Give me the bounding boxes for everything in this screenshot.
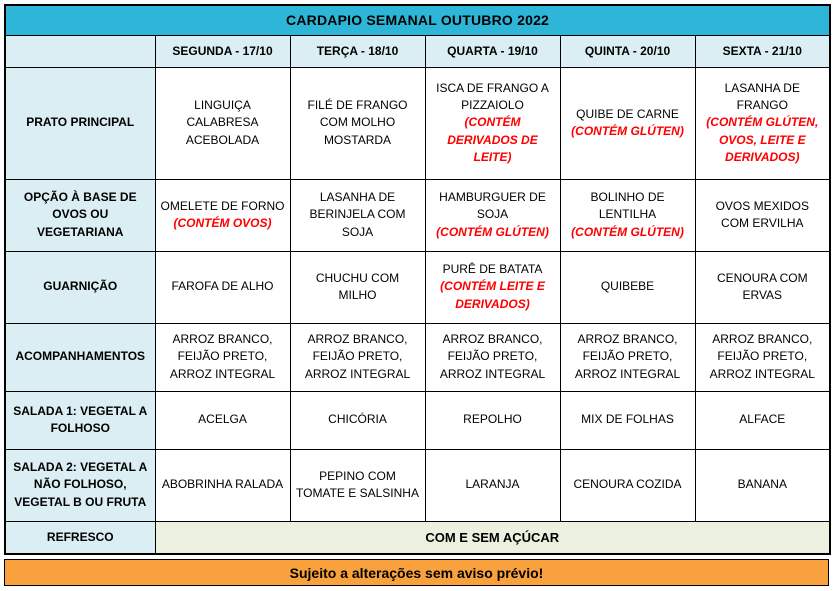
- menu-cell: [290, 391, 425, 449]
- menu-item-text: ARROZ BRANCO, FEIJÃO PRETO, ARROZ INTEGRAL: [304, 331, 411, 381]
- menu-item-text: LINGUIÇA CALABRESA ACEBOLADA: [185, 97, 260, 147]
- menu-item-text: FILÉ DE FRANGO COM MOLHO MOSTARDA: [307, 97, 408, 147]
- day-header-wednesday: QUARTA - 19/10: [425, 35, 560, 67]
- allergen-note: (CONTÉM GLÚTEN, OVOS, LEITE E DERIVADOS): [706, 115, 819, 165]
- menu-cell: [290, 323, 425, 391]
- menu-cell: [155, 179, 290, 251]
- row-refresco: [5, 521, 830, 554]
- day-header-thursday: QUINTA - 20/10: [560, 35, 695, 67]
- menu-cell: [695, 179, 830, 251]
- menu-item-text: CHICÓRIA: [328, 412, 387, 427]
- menu-cell: [155, 391, 290, 449]
- row-header-refresco: REFRESCO: [5, 521, 155, 554]
- menu-item-text: PEPINO COM TOMATE E SALSINHA: [296, 468, 419, 500]
- allergen-note: (CONTÉM OVOS): [173, 216, 272, 230]
- menu-item-text: ARROZ BRANCO, FEIJÃO PRETO, ARROZ INTEGRAL: [169, 331, 276, 381]
- menu-item-text: OVOS MEXIDOS COM ERVILHA: [715, 198, 809, 230]
- menu-cell: [155, 323, 290, 391]
- refresco-value-cell: COM E SEM AÇÚCAR: [155, 521, 830, 554]
- menu-cell: [425, 391, 560, 449]
- menu-item-text: ARROZ BRANCO, FEIJÃO PRETO, ARROZ INTEGRAL: [574, 331, 681, 381]
- row-header-acompanhamentos: ACOMPANHAMENTOS: [5, 323, 155, 391]
- day-header-tuesday: TERÇA - 18/10: [290, 35, 425, 67]
- menu-cell: [560, 323, 695, 391]
- row-header-salada-2: SALADA 2: VEGETAL A NÃO FOLHOSO, VEGETAL B OU FRUTA: [5, 449, 155, 521]
- menu-item-text: CHUCHU COM MILHO: [315, 270, 400, 302]
- menu-cell: [155, 251, 290, 323]
- menu-cell: [695, 67, 830, 179]
- title-row: [5, 5, 830, 35]
- menu-item-text: ALFACE: [739, 412, 786, 427]
- menu-item-text: HAMBURGUER DE SOJA: [439, 189, 546, 222]
- menu-cell: [695, 323, 830, 391]
- menu-item-text: ARROZ BRANCO, FEIJÃO PRETO, ARROZ INTEGRAL: [439, 331, 546, 381]
- menu-cell: [425, 179, 560, 251]
- menu-item-text: CENOURA COZIDA: [573, 477, 682, 492]
- row-opcao-vegetariana: [5, 179, 830, 251]
- row-prato-principal: [5, 67, 830, 179]
- allergen-note: (CONTÉM GLÚTEN): [571, 224, 684, 239]
- footer-banner: [4, 559, 829, 586]
- day-header-monday: SEGUNDA - 17/10: [155, 35, 290, 67]
- footer-text: Sujeito a alterações sem aviso prévio!: [289, 564, 544, 581]
- row-salada-2: [5, 449, 830, 521]
- allergen-note: (CONTÉM LEITE E DERIVADOS): [440, 279, 545, 311]
- menu-cell: [560, 179, 695, 251]
- menu-cell: [695, 391, 830, 449]
- menu-cell: [290, 251, 425, 323]
- menu-cell: [560, 251, 695, 323]
- allergen-note: (CONTÉM GLÚTEN): [571, 124, 684, 138]
- menu-cell: [560, 449, 695, 521]
- menu-cell: [155, 449, 290, 521]
- menu-cell: [560, 67, 695, 179]
- menu-item-text: LASANHA DE BERINJELA COM SOJA: [309, 189, 406, 239]
- row-acompanhamentos: [5, 323, 830, 391]
- menu-cell: [425, 251, 560, 323]
- row-salada-1: [5, 391, 830, 449]
- day-header-friday: SEXTA - 21/10: [695, 35, 830, 67]
- menu-item-text: BOLINHO DE LENTILHA: [590, 189, 665, 222]
- row-header-salada-1: SALADA 1: VEGETAL A FOLHOSO: [5, 391, 155, 449]
- row-header-opcao-vegetariana: OPÇÃO À BASE DE OVOS OU VEGETARIANA: [5, 179, 155, 251]
- menu-item-text: ISCA DE FRANGO A PIZZAIOLO: [436, 80, 549, 112]
- menu-cell: [290, 67, 425, 179]
- menu-item-text: LARANJA: [465, 477, 520, 492]
- menu-cell: [290, 179, 425, 251]
- menu-item-text: REPOLHO: [463, 412, 522, 427]
- row-header-guarnicao: GUARNIÇÃO: [5, 251, 155, 323]
- day-header-row: [5, 35, 830, 67]
- menu-item-text: ACELGA: [198, 412, 247, 427]
- menu-cell: [560, 391, 695, 449]
- menu-item-text: QUIBE DE CARNE: [576, 106, 679, 121]
- row-header-prato-principal: PRATO PRINCIPAL: [5, 67, 155, 179]
- menu-cell: [425, 323, 560, 391]
- menu-item-text: QUIBEBE: [600, 279, 655, 294]
- menu-cell: [425, 67, 560, 179]
- corner-cell: [5, 35, 155, 67]
- menu-cell: [155, 67, 290, 179]
- menu-item-text: OMELETE DE FORNO: [160, 198, 285, 213]
- row-guarnicao: [5, 251, 830, 323]
- menu-item-text: BANANA: [737, 477, 787, 492]
- menu-cell: [695, 251, 830, 323]
- menu-cell: [290, 449, 425, 521]
- allergen-note: (CONTÉM GLÚTEN): [436, 224, 549, 239]
- menu-cell: [695, 449, 830, 521]
- menu-item-text: FAROFA DE ALHO: [171, 279, 274, 294]
- menu-item-text: ABOBRINHA RALADA: [161, 477, 284, 492]
- menu-item-text: MIX DE FOLHAS: [581, 412, 674, 427]
- menu-table: [4, 4, 831, 555]
- menu-item-text: ARROZ BRANCO, FEIJÃO PRETO, ARROZ INTEGRAL: [709, 331, 815, 381]
- allergen-note: (CONTÉM DERIVADOS DE LEITE): [447, 115, 538, 165]
- menu-item-text: LASANHA DE FRANGO: [724, 80, 800, 112]
- menu-item-text: PURÊ DE BATATA: [442, 261, 543, 276]
- menu-item-text: CENOURA COM ERVAS: [716, 270, 808, 302]
- menu-cell: [425, 449, 560, 521]
- page-title: CARDAPIO SEMANAL OUTUBRO 2022: [5, 5, 830, 35]
